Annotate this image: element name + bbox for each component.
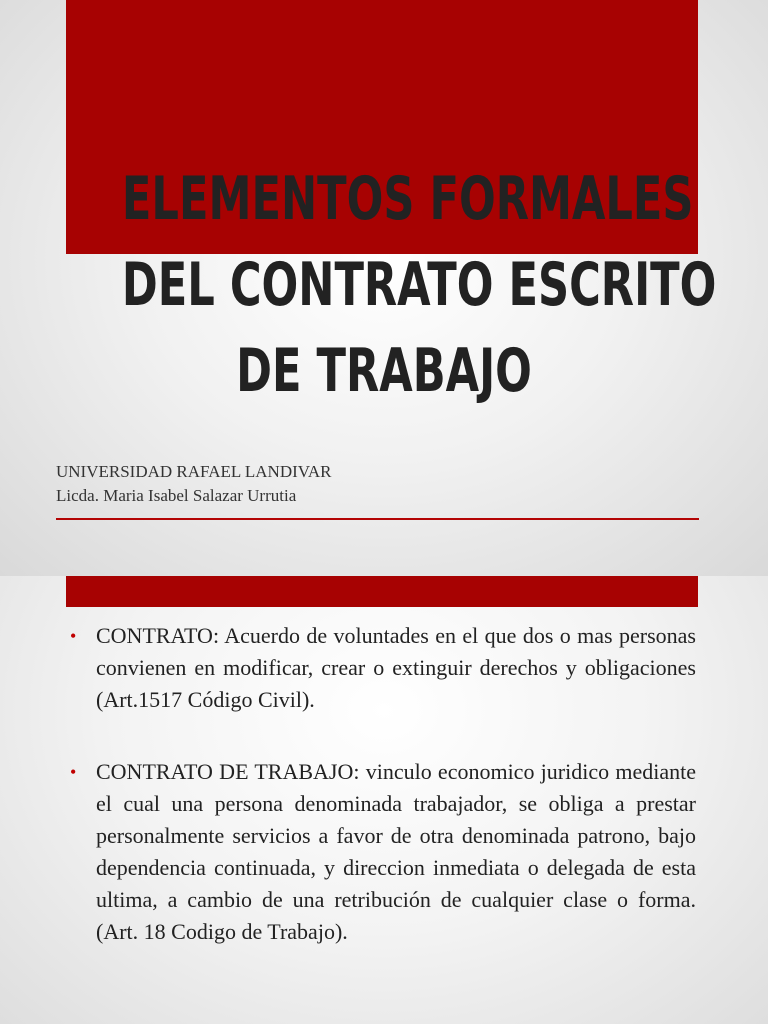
bullet-term: CONTRATO DE TRABAJO: (96, 759, 360, 784)
bullet-item (70, 756, 696, 948)
bullet-list (70, 620, 696, 988)
institution-name: UNIVERSIDAD RAFAEL LANDIVAR (56, 462, 332, 481)
title-line: ELEMENTOS FORMALES (121, 164, 694, 234)
slide-subtitle (56, 460, 696, 508)
bullet-text: Acuerdo de voluntades en el que dos o mas personas convienen en modificar, crear o extinguir derechos y obligaciones (Art.1517 Código Civil). (96, 623, 696, 712)
subtitle-divider (56, 518, 699, 520)
bullet-icon: • (70, 762, 77, 782)
author-name: Licda. Maria Isabel Salazar Urrutia (56, 486, 297, 505)
title-line: DEL CONTRATO ESCRITO (121, 250, 717, 320)
title-line: DE TRABAJO (236, 336, 532, 406)
slide-title (121, 156, 717, 414)
bullet-text: vinculo economico juridico mediante el cual una persona denominada trabajador, se obliga a prestar personalmente servicios a favor de otra denominada patrono, bajo dependencia continuada, y direccion inmediata o delegada de esta ultima, a cambio de una retribución de cualquier clase o forma. (Art. 18 Codigo de Trabajo). (96, 759, 696, 944)
bullet-term: CONTRATO: (96, 623, 220, 648)
content-slide (0, 576, 768, 1024)
bullet-icon: • (70, 626, 77, 646)
bullet-item (70, 620, 696, 716)
header-accent-block (66, 576, 698, 607)
